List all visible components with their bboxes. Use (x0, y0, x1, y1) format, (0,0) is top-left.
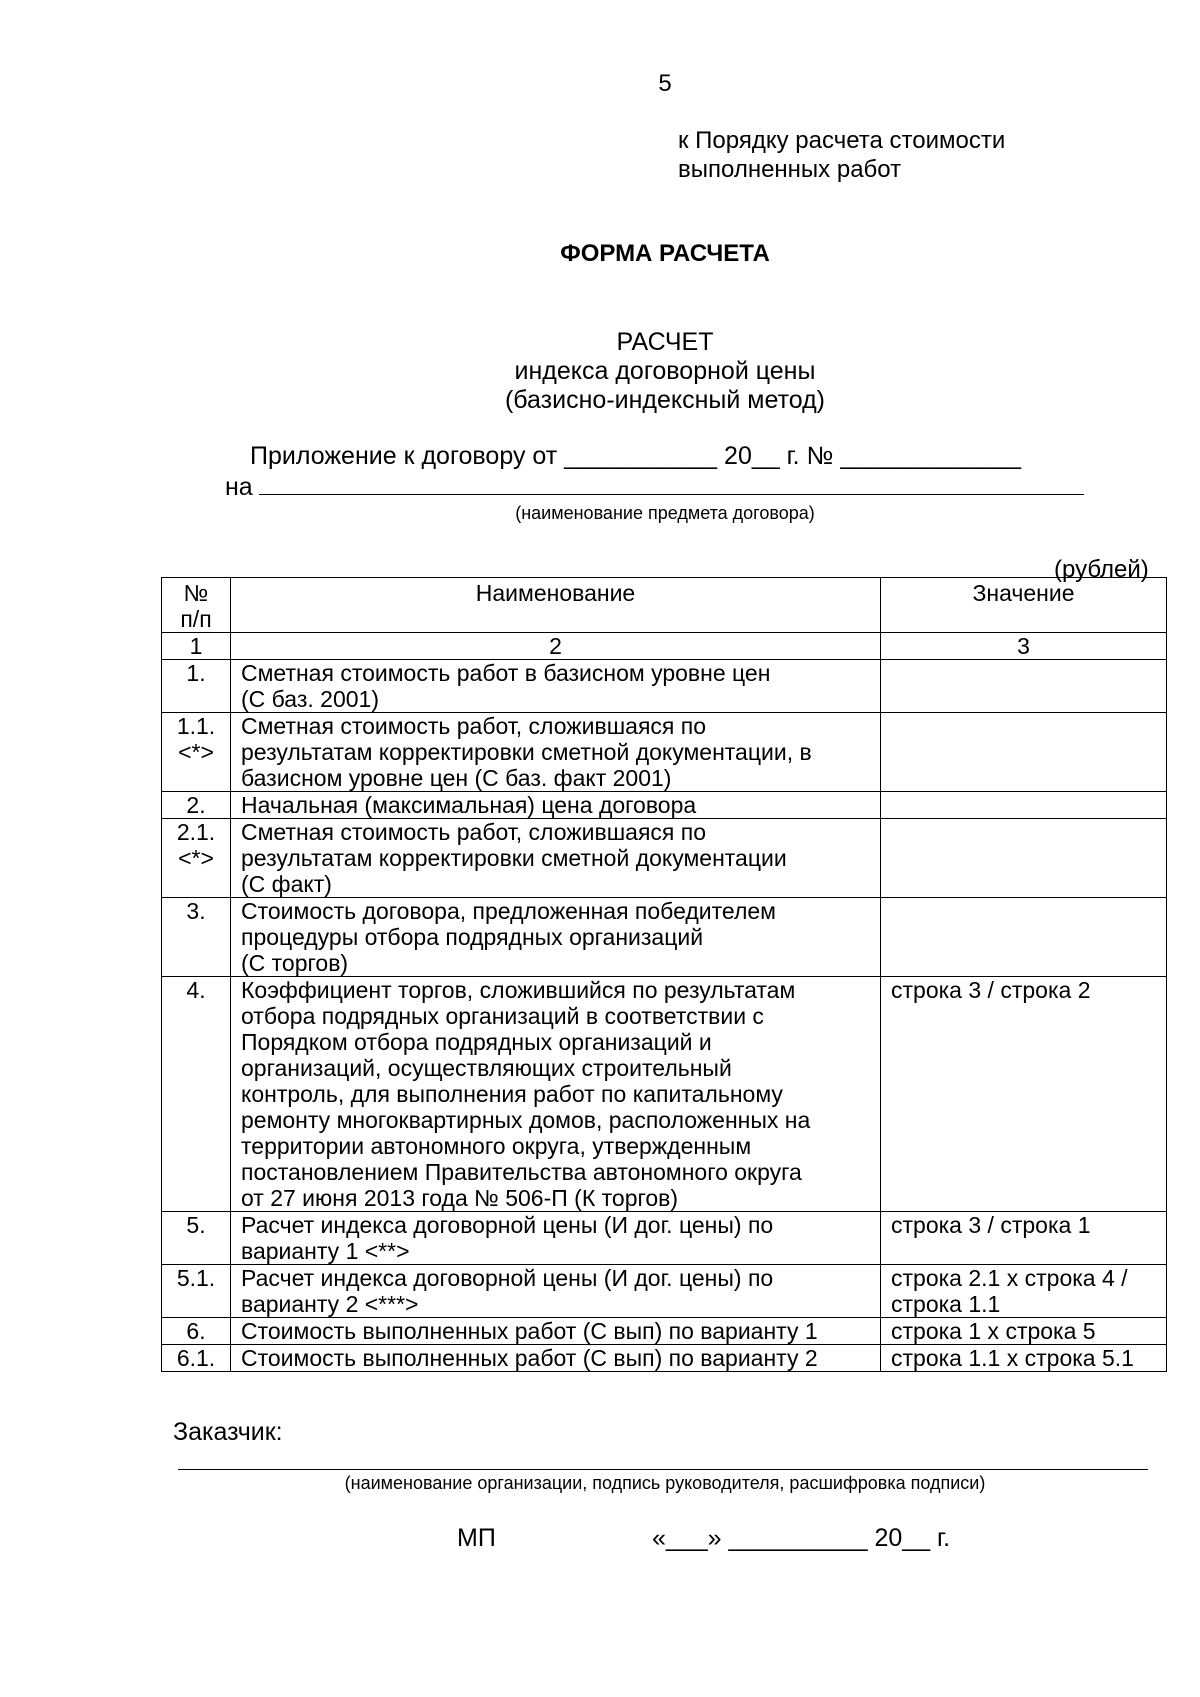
row-name-line: организаций, осуществляющих строительный (241, 1055, 732, 1081)
column-number: 1 (162, 633, 231, 660)
row-number-cell (162, 1345, 231, 1372)
row-value-line: строка 2.1 x строка 4 / (891, 1265, 1128, 1291)
row-name-line: результатам корректировки сметной документации (241, 845, 787, 871)
row-name-line: контроль, для выполнения работ по капитальному (241, 1081, 783, 1107)
row-name-line: Начальная (максимальная) цена договора (241, 792, 697, 818)
row-name-line: результатам корректировки сметной документации, в (241, 739, 812, 765)
row-value-line: строка 3 / строка 2 (891, 977, 1091, 1003)
row-name-cell (231, 1265, 881, 1318)
row-name-line: Коэффициент торгов, сложившийся по результатам (241, 977, 796, 1003)
row-number-line: 5.1. (176, 1265, 216, 1291)
row-value-line: строка 1 x строка 5 (891, 1318, 1096, 1344)
row-number-line: 3. (186, 898, 206, 924)
table-header-row (162, 578, 1167, 633)
row-value-cell (881, 792, 1167, 819)
table-row (162, 819, 1167, 898)
row-name-line: Порядком отбора подрядных организаций и (241, 1029, 712, 1055)
seal-placeholder: МП (457, 1524, 496, 1552)
column-number: 3 (881, 633, 1167, 660)
calc-title-line-1: РАСЧЕТ (616, 328, 714, 356)
row-name-cell (231, 977, 881, 1212)
row-number-cell (162, 819, 231, 898)
table-row (162, 713, 1167, 792)
header-number (162, 578, 231, 633)
row-number-cell (162, 1318, 231, 1345)
row-value-cell (881, 819, 1167, 898)
row-name-line: процедуры отбора подрядных организаций (241, 924, 704, 950)
form-title: ФОРМА РАСЧЕТА (560, 240, 770, 267)
row-number-line: 5. (186, 1212, 206, 1238)
row-name-cell (231, 1212, 881, 1265)
annex-reference (678, 126, 1005, 184)
row-name-line: (С факт) (241, 871, 332, 897)
calculation-title (0, 328, 1200, 415)
date-line: «___» __________ 20__ г. (652, 1524, 951, 1552)
row-name-line: Сметная стоимость работ в базисном уровне цен (241, 660, 771, 686)
row-name-line: базисном уровне цен (С баз. факт 2001) (241, 765, 672, 791)
calculation-table (161, 577, 1167, 1372)
row-name-line: варианту 1 <**> (241, 1238, 410, 1264)
header-number-line-2: п/п (180, 606, 212, 632)
table-row (162, 1318, 1167, 1345)
column-numbers-row (162, 633, 1167, 660)
row-number-cell (162, 660, 231, 713)
row-value-line: строка 1.1 x строка 5.1 (891, 1345, 1134, 1371)
row-name-line: варианту 2 <***> (241, 1291, 419, 1317)
table-row (162, 1212, 1167, 1265)
page-number: 5 (658, 70, 672, 97)
row-name-line: Стоимость выполненных работ (С вып) по варианту 1 (241, 1318, 818, 1344)
table-row (162, 1265, 1167, 1318)
row-number-cell (162, 1265, 231, 1318)
row-name-cell (231, 819, 881, 898)
header-value: Значение (881, 578, 1167, 633)
row-name-line: Расчет индекса договорной цены (И дог. цены) по (241, 1265, 774, 1291)
row-name-cell (231, 792, 881, 819)
row-name-line: Расчет индекса договорной цены (И дог. цены) по (241, 1212, 774, 1238)
row-name-line: территории автономного округа, утвержденным (241, 1133, 752, 1159)
header-number-line-1: № (183, 580, 209, 606)
row-value-cell (881, 1345, 1167, 1372)
row-number-cell (162, 792, 231, 819)
row-number-line: 6. (186, 1318, 206, 1344)
row-name-line: (С баз. 2001) (241, 686, 379, 712)
calc-title-line-2: индекса договорной цены (514, 357, 816, 385)
row-number-line: 2.1. (176, 819, 216, 845)
row-name-cell (231, 1318, 881, 1345)
row-value-line: строка 3 / строка 1 (891, 1212, 1091, 1238)
table-row (162, 1345, 1167, 1372)
row-value-line: строка 1.1 (891, 1291, 1001, 1317)
currency-units: (рублей) (1054, 556, 1149, 583)
table-row (162, 792, 1167, 819)
row-number-line: <*> (178, 739, 214, 765)
row-value-cell (881, 660, 1167, 713)
row-name-line: от 27 июня 2013 года № 506-П (К торгов) (241, 1185, 679, 1211)
calc-title-line-3: (базисно-индексный метод) (504, 386, 826, 414)
row-name-cell (231, 1345, 881, 1372)
customer-signature-rule (178, 1469, 1148, 1470)
row-name-line: ремонту многоквартирных домов, расположенных на (241, 1107, 811, 1133)
row-number-line: 1.1. (176, 713, 216, 739)
table-row (162, 977, 1167, 1212)
row-value-cell (881, 1318, 1167, 1345)
row-name-line: Стоимость выполненных работ (С вып) по варианту 2 (241, 1345, 818, 1371)
table-row (162, 898, 1167, 977)
row-number-cell (162, 977, 231, 1212)
column-number: 2 (231, 633, 881, 660)
contract-annex-line: Приложение к договору от ___________ 20__ г. № _____________ (250, 442, 1022, 470)
annex-line-1: к Порядку расчета стоимости (678, 127, 1006, 154)
row-value-cell (881, 977, 1167, 1212)
row-number-cell (162, 898, 231, 977)
row-value-cell (881, 1265, 1167, 1318)
row-number-line: 6.1. (176, 1345, 216, 1371)
row-number-line: 4. (186, 977, 206, 1003)
row-name-line: Сметная стоимость работ, сложившаяся по (241, 819, 707, 845)
row-name-cell (231, 898, 881, 977)
row-name-line: отбора подрядных организаций в соответствии с (241, 1003, 764, 1029)
customer-label: Заказчик: (173, 1418, 283, 1446)
row-value-cell (881, 898, 1167, 977)
row-name-line: Сметная стоимость работ, сложившаяся по (241, 713, 707, 739)
table-row (162, 660, 1167, 713)
subject-prefix: на (225, 473, 253, 501)
row-number-cell (162, 1212, 231, 1265)
row-value-cell (881, 1212, 1167, 1265)
row-number-cell (162, 713, 231, 792)
row-name-line: постановлением Правительства автономного округа (241, 1159, 802, 1185)
subject-note: (наименование предмета договора) (515, 503, 815, 523)
subject-blank-rule (259, 472, 1084, 495)
row-number-line: 2. (186, 792, 206, 818)
annex-line-2: выполненных работ (678, 156, 902, 183)
row-value-cell (881, 713, 1167, 792)
row-number-line: 1. (186, 660, 206, 686)
row-number-line: <*> (178, 845, 214, 871)
customer-note: (наименование организации, подпись руководителя, расшифровка подписи) (344, 1473, 986, 1493)
row-name-cell (231, 713, 881, 792)
row-name-line: (С торгов) (241, 950, 349, 976)
row-name-cell (231, 660, 881, 713)
row-name-line: Стоимость договора, предложенная победителем (241, 898, 776, 924)
header-name: Наименование (231, 578, 881, 633)
contract-subject-line (225, 472, 1084, 502)
